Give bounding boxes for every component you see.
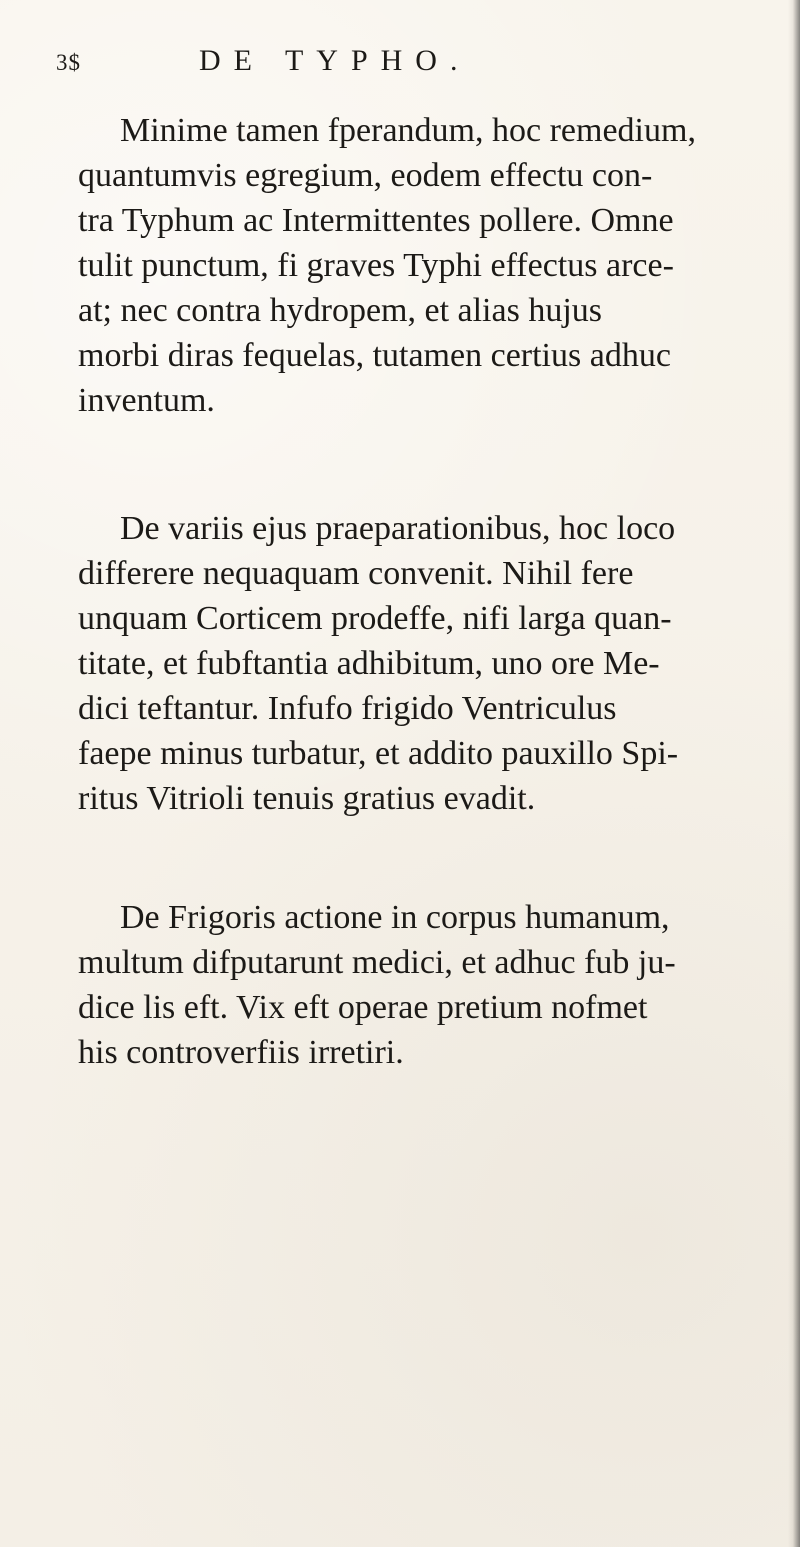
paragraph-3 (78, 895, 723, 1075)
paragraph-3-line-4: his controverfiis irretiri. (78, 1034, 404, 1071)
paragraph-1-line-5: at; nec contra hydropem, et alias hujus (78, 292, 602, 329)
paragraph-1 (78, 108, 723, 423)
paragraph-spacing (78, 821, 723, 895)
paragraph-1-line-1: Minime tamen fperandum, hoc remedium, (120, 112, 696, 149)
paragraph-1-line-6: morbi diras fequelas, tutamen certius adhuc (78, 337, 671, 374)
paragraph-2-line-4: titate, et fubftantia adhibitum, uno ore Me- (78, 645, 660, 682)
page-number: 3$ (56, 50, 81, 75)
paragraph-2-line-1: De variis ejus praeparationibus, hoc loco (120, 510, 676, 547)
paragraph-2-line-7: ritus Vitrioli tenuis gratius evadit. (78, 780, 536, 817)
running-header (56, 44, 696, 88)
paragraph-2-line-2: differere nequaquam convenit. Nihil fere (78, 555, 634, 592)
paragraph-2-line-6: faepe minus turbatur, et addito pauxillo Spi- (78, 735, 679, 772)
paragraph-3-line-3: dice lis eft. Vix eft operae pretium nofmet (78, 989, 648, 1026)
paragraph-spacing (78, 423, 723, 506)
paragraph-1-line-3: tra Typhum ac Intermittentes pollere. Omne (78, 202, 674, 239)
paragraph-2-line-5: dici teftantur. Infufo frigido Ventriculus (78, 690, 617, 727)
running-title: DE TYPHO. (199, 44, 471, 77)
page-body (78, 108, 723, 1075)
paragraph-1-line-2: quantumvis egregium, eodem effectu con- (78, 157, 653, 194)
paragraph-2 (78, 506, 723, 821)
paragraph-3-line-1: De Frigoris actione in corpus humanum, (120, 899, 670, 936)
paragraph-2-line-3: unquam Corticem prodeffe, nifi larga quan- (78, 600, 672, 637)
paragraph-3-line-2: multum difputarunt medici, et adhuc fub ju- (78, 944, 676, 981)
paragraph-1-line-4: tulit punctum, fi graves Typhi effectus arce- (78, 247, 674, 284)
page-edge-shadow (788, 0, 800, 1547)
paragraph-1-line-7: inventum. (78, 382, 215, 419)
